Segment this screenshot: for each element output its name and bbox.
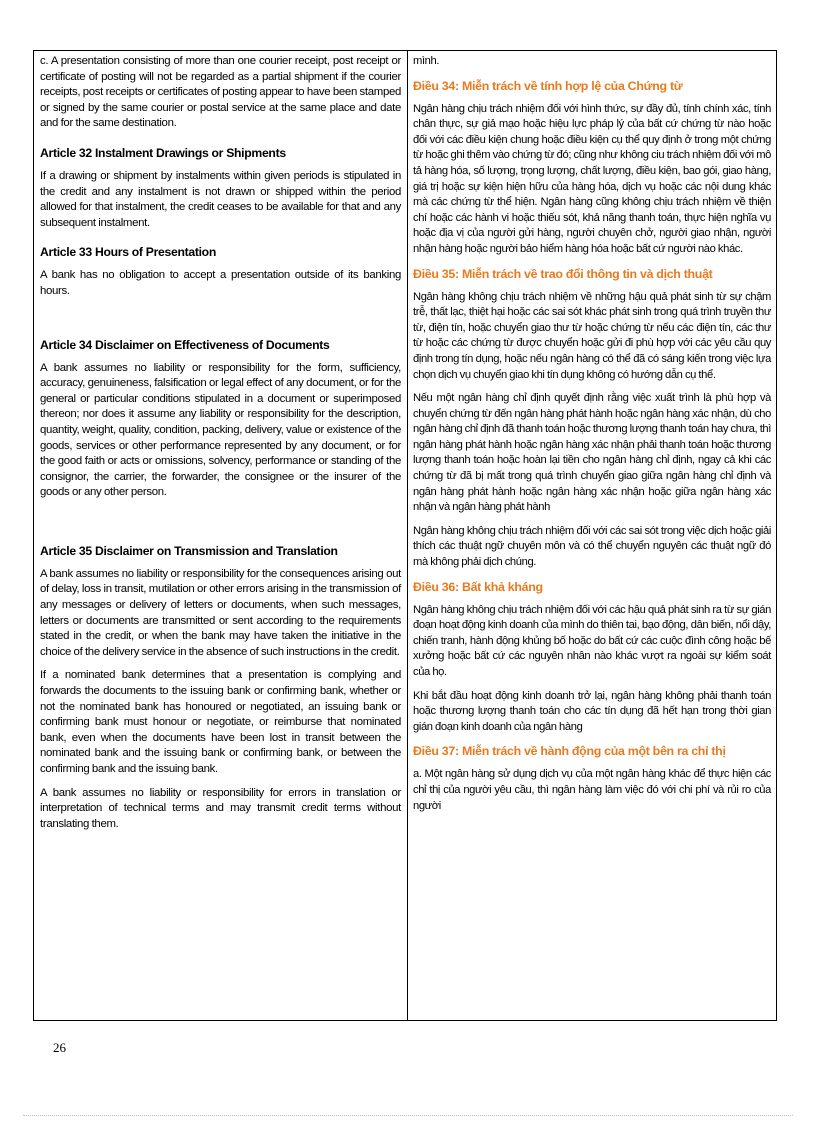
paragraph-article-32: If a drawing or shipment by instalments within given periods is stipulated in the credit and any instalment is not drawn or shipped within the period allowed for that instalment, the credit ceases to be available for that and any subsequent instalment.: [40, 169, 401, 229]
vietnamese-column: [408, 51, 776, 1020]
page-bottom-divider: [23, 1115, 793, 1116]
heading-dieu-37: Điều 37: Miễn trách về hành động của một bên ra chỉ thị: [413, 744, 726, 759]
paragraph-dieu-34: Ngân hàng chịu trách nhiệm đối với hình thức, sự đầy đủ, tính chính xác, tính chân thực, sự giả mạo hoặc hiệu lực pháp lý của bất cứ chứng từ nào hoặc đối với các điều kiện chung hoặc điều kiện cụ thể quy định ở trong một chứng từ hoặc ghi thêm vào chứng từ đó; cũng như không ciu trách nhiệm đối với mô tả hàng hóa, số lượng, trọng lượng, chất lượng, điều kiện, bao gói, giao hàng, giá trị hoặc sự kiện hiện hữu của hàng hóa, dịch vụ hoặc các nội dung khác mà các chứng từ thể hiện. Ngân hàng cũng không chịu trách nhiệm về thiện chí hoặc các hành vi hoặc thiếu sót, khả năng thanh toán, thực hiện nghĩa vụ hoặc địa vị của người gửi hàng, người chuyên chở, người giao nhận, người nhận hàng hoặc người bảo hiểm hàng hóa hoặc bất cứ người nào khác.: [413, 102, 771, 255]
paragraph-continued: mình.: [413, 55, 440, 67]
paragraph-article-34: A bank assumes no liability or responsibility for the form, sufficiency, accuracy, genuineness, falsification or legal effect of any document, or for the general or particular conditions stipulated in a document or superimposed thereon; nor does it assume any liability or responsibility for the description, quantity, weight, quality, condition, packing, delivery, value or existence of the goods, services or other performance represented by any document, or for the good faith or acts or omissions, solvency, performance or standing of the consignor, the carrier, the forwarder, the consignee or the insurer of the goods or any other person.: [40, 361, 401, 499]
paragraph-dieu-36a: Ngân hàng không chịu trách nhiệm đối với các hậu quả phát sinh ra từ sự gián đoạn hoạt động kinh doanh của mình do thiên tai, bạo động, dân biến, nổi dậy, chiến tranh, hành động khủng bố hoặc do bất cứ các cuộc đình công hoặc bế xưởng hoặc bất cứ các nguyên nhân nào khác vượt ra ngoài sự kiểm soát của họ.: [413, 603, 771, 678]
page-number: 26: [53, 1040, 66, 1055]
heading-article-32: Article 32 Instalment Drawings or Shipments: [40, 145, 286, 160]
paragraph-dieu-35b: Nếu một ngân hàng chỉ định quyết định rằng việc xuất trình là phù hợp và chuyển chứng từ đến ngân hàng phát hành hoặc ngân hàng xác nhận, dù cho ngân hàng chỉ định đã thanh toán hoặc thương lượng thanh toán hay chưa, thì ngân hàng phát hành hoặc ngân hàng xác nhận phải thanh toán hoặc thương lượng thanh toán hoặc hoàn lại tiền cho ngân hàng chỉ định, ngay cả khi các chứng từ đã bị mất trong quá trình chuyển giao giữa ngân hàng chỉ định và ngân hàng phát hành hoặc ngân hàng xác nhận hoặc giữa ngân hàng xác nhận và ngân hàng phát hành: [413, 392, 771, 514]
bilingual-text-table: [33, 50, 777, 1021]
paragraph-dieu-36b: Khi bắt đầu hoạt động kinh doanh trở lại, ngân hàng không phải thanh toán hoặc thương lượng thanh toán cho các tín dụng đã hết hạn trong thời gian gián đoạn kinh doanh của ngân hàng: [413, 689, 771, 733]
heading-dieu-36: Điều 36: Bất khả kháng: [413, 579, 543, 594]
paragraph-dieu-35c: Ngân hàng không chịu trách nhiệm đối với các sai sót trong việc dịch hoặc giải thích các thuật ngữ chuyên môn và có thể chuyển nguyên các thuật ngữ đó mà không phải dịch chúng.: [413, 524, 771, 569]
paragraph-dieu-37a: a. Một ngân hàng sử dụng dịch vụ của một ngân hàng khác để thực hiện các chỉ thị của người yêu cầu, thì ngân hàng làm việc đó với chi phí và rủi ro của người: [413, 768, 771, 812]
english-column: [34, 51, 408, 1020]
heading-article-33: Article 33 Hours of Presentation: [40, 245, 216, 260]
heading-article-35: Article 35 Disclaimer on Transmission and Translation: [40, 543, 338, 558]
heading-dieu-34: Điều 34: Miễn trách về tính hợp lệ của Chứng từ: [413, 78, 683, 93]
paragraph-31c: c. A presentation consisting of more than one courier receipt, post receipt or certificate of posting will not be regarded as a partial shipment if the courier receipts, post receipts or certificates of posting appear to have been stamped or signed by the same courier or postal service at the same place and date and for the same destination.: [40, 55, 401, 130]
heading-dieu-35: Điều 35: Miễn trách về trao đổi thông tin và dịch thuật: [413, 266, 713, 281]
paragraph-article-35c: A bank assumes no liability or responsibility for errors in translation or interpretation of technical terms and may transmit credit terms without translating them.: [40, 786, 401, 830]
paragraph-article-35b: If a nominated bank determines that a presentation is complying and forwards the documents to the issuing bank or confirming bank, whether or not the nominated bank has honoured or negotiated, an issuing bank or confirming bank must honour or negotiate, or reimburse that nominated bank, even when the documents have been lost in transit between the nominated bank and the issuing bank or confirming bank, or between the confirming bank and the issuing bank.: [40, 669, 401, 775]
paragraph-article-33: A bank has no obligation to accept a presentation outside of its banking hours.: [40, 269, 401, 297]
paragraph-dieu-35a: Ngân hàng không chịu trách nhiệm về những hậu quả phát sinh từ sự chậm trễ, thất lạc, thiệt hại hoặc các sai sót khác phát sinh trong quá trình truyền thư từ, điện tín, hoặc chuyển giao thư từ hoặc chứng từ nếu các điện tín, các thư từ hoặc các chứng từ được chuyển hoặc gửi đi phù hợp với các yêu cầu quy định trong tín dụng, hoặc nếu ngân hàng có thể đã có sáng kiến trong việc lựa chọn dịch vụ chuyển giao khi tín dụng không có hướng dẫn cụ thể.: [413, 290, 771, 381]
heading-article-34: Article 34 Disclaimer on Effectiveness of Documents: [40, 337, 330, 352]
paragraph-article-35a: A bank assumes no liability or responsibility for the consequences arising out of delay, loss in transit, mutilation or other errors arising in the transmission of any messages or delivery of letters or documents, when such messages, letters or documents are transmitted or sent according to the requirements stated in the credit, or when the bank may have taken the initiative in the choice of the delivery service in the absence of such instructions in the credit.: [40, 567, 401, 658]
